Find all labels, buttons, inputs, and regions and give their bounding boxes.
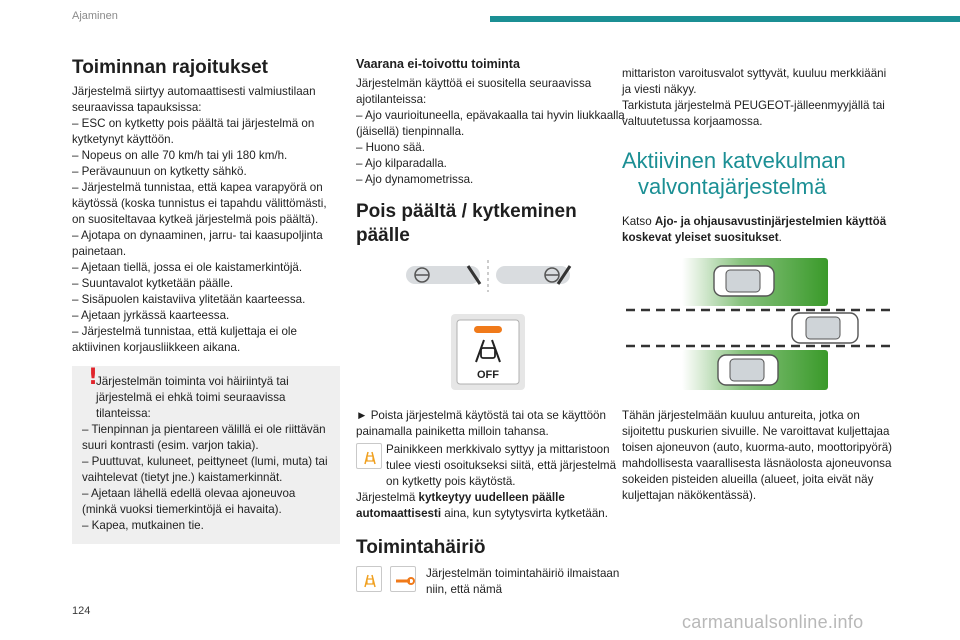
blindspot-description: Tähän järjestelmään kuuluu antureita, jotka on sijoitettu puskurien sivuille. Ne varoittavat kuljettajaa toisen ajoneuvon (auto, kuorma-auto, moottoripyörä) mahdollisesta vaarallisesta läsnäolosta ajoneuvonsa sokeiden pisteiden alueilla (alueet, joita eivät näy kuljettajan näkökentässä). [622, 409, 893, 502]
page-number: 124 [72, 605, 91, 617]
fault-block [356, 566, 626, 598]
danger-item: – Ajo vaurioituneella, epävakaalla tai hyvin liukkaalla (jäisellä) tienpinnalla. [356, 109, 625, 138]
indicator-text: Painikkeen merkkivalo syttyy ja mittaristoon tulee viesti osoitukseksi siitä, että järjestelmä on kytketty pois käytöstä. [386, 443, 617, 488]
toggle-instruction: ► Poista järjestelmä käytöstä tai ota se käyttöön painamalla painiketta milloin tahansa. [356, 409, 606, 438]
limitation-item: – Sisäpuolen kaistaviiva ylitetään kaarteessa. [72, 293, 306, 306]
danger-list [356, 108, 626, 188]
limitation-item: – ESC on kytketty pois päältä tai järjestelmä on kytketynyt käyttöön. [72, 117, 315, 146]
note-intro: Järjestelmän toiminta voi häiriintyä tai järjestelmä ei ehkä toimi seuraavissa tilanteissa: [96, 375, 289, 420]
limitation-item: – Ajetaan jyrkässä kaarteessa. [72, 309, 230, 322]
column-limitations [72, 56, 340, 544]
limitations-list [72, 116, 340, 356]
see-recommendations: Katso Ajo- ja ohjausavustinjärjestelmien käyttöä koskevat yleiset suositukset. [622, 215, 887, 244]
lane-warning-light-icon [356, 443, 382, 469]
indicator-note [356, 442, 626, 490]
limitation-item: – Suuntavalot kytketään päälle. [72, 277, 234, 290]
danger-item: – Ajo kilparadalla. [356, 157, 447, 170]
blindspot-heading: Aktiivinen katvekulman valvontajärjestelmä [622, 148, 846, 199]
limitation-item: – Järjestelmä tunnistaa, että kuljettaja ei ole aktiivinen korjausliikkeen aikana. [72, 325, 297, 354]
note-item: – Kapea, mutkainen tie. [82, 519, 204, 532]
note-item: – Tienpinnan ja pientareen välillä ei ole riittävän suuri kontrasti (esim. varjon takia). [82, 423, 326, 452]
danger-item: – Ajo dynamometrissa. [356, 173, 474, 186]
warning-note [72, 366, 340, 544]
lane-assist-button-illustration [356, 254, 626, 394]
off-label: OFF [477, 369, 499, 381]
own-car-icon [792, 313, 858, 343]
limitation-item: – Ajotapa on dynaaminen, jarru- tai kaasupoljinta painetaan. [72, 229, 323, 258]
lower-car-icon [718, 355, 778, 385]
limitation-item: – Ajetaan tiellä, jossa ei ole kaistamerkintöjä. [72, 261, 303, 274]
section-title: Ajaminen [72, 10, 118, 22]
fault-continuation: mittariston varoitusvalot syttyvät, kuuluu merkkiääni ja viesti näkyy. [622, 67, 887, 96]
blindspot-illustration [622, 256, 898, 396]
note-item: – Puuttuvat, kuluneet, peittyneet (lumi, muta) tai vaihtelevat (tietyt jne.) kaistamerkinnät. [82, 455, 328, 484]
reactivate-text: Järjestelmä kytkeytyy uudelleen päälle automaattisesti aina, kun sytytysvirta kytketään. [356, 491, 608, 520]
danger-heading: Vaarana ei-toivottu toiminta [356, 57, 520, 71]
lane-keep-off-button [451, 314, 525, 390]
column-onoff [356, 56, 626, 598]
note-list [82, 422, 332, 534]
limitation-item: – Perävaunuun on kytketty sähkö. [72, 165, 247, 178]
watermark: carmanualsonline.info [682, 612, 864, 632]
onoff-heading: Pois päältä / kytkeminen päälle [356, 201, 577, 246]
column-blindspot [622, 66, 898, 504]
limitations-heading: Toiminnan rajoitukset [72, 57, 269, 78]
steering-wheel-left-icon [406, 266, 480, 284]
upper-car-icon [714, 266, 774, 296]
limitation-item: – Järjestelmä tunnistaa, että kapea varapyörä on käytössä (koska tunnistus ei tapahdu välittömästi, on suositeltavaa kytkeä järjestelmä pois päältä). [72, 181, 327, 226]
fault-heading: Toimintahäiriö [356, 537, 486, 558]
wrench-service-icon [390, 566, 416, 592]
fault-text: Järjestelmän toimintahäiriö ilmaistaan niin, että nämä [426, 567, 620, 596]
steering-wheel-right-icon [496, 266, 570, 284]
header-accent-bar [490, 16, 960, 22]
limitations-intro: Järjestelmä siirtyy automaattisesti valmiustilaan seuraavissa tapauksissa: [72, 85, 316, 114]
check-text: Tarkistuta järjestelmä PEUGEOT-jälleenmyyjällä tai valtuutetussa korjaamossa. [622, 99, 885, 128]
limitation-item: – Nopeus on alle 70 km/h tai yli 180 km/h. [72, 149, 288, 162]
danger-item: – Huono sää. [356, 141, 425, 154]
danger-intro: Järjestelmän käyttöä ei suositella seuraavissa ajotilanteissa: [356, 77, 592, 106]
warning-exclamation-icon: ! [88, 365, 99, 390]
lane-warning-icon [356, 566, 382, 592]
note-item: – Ajetaan lähellä edellä olevaa ajoneuvoa (minkä vuoksi tiemerkintöjä ei havaita). [82, 487, 296, 516]
